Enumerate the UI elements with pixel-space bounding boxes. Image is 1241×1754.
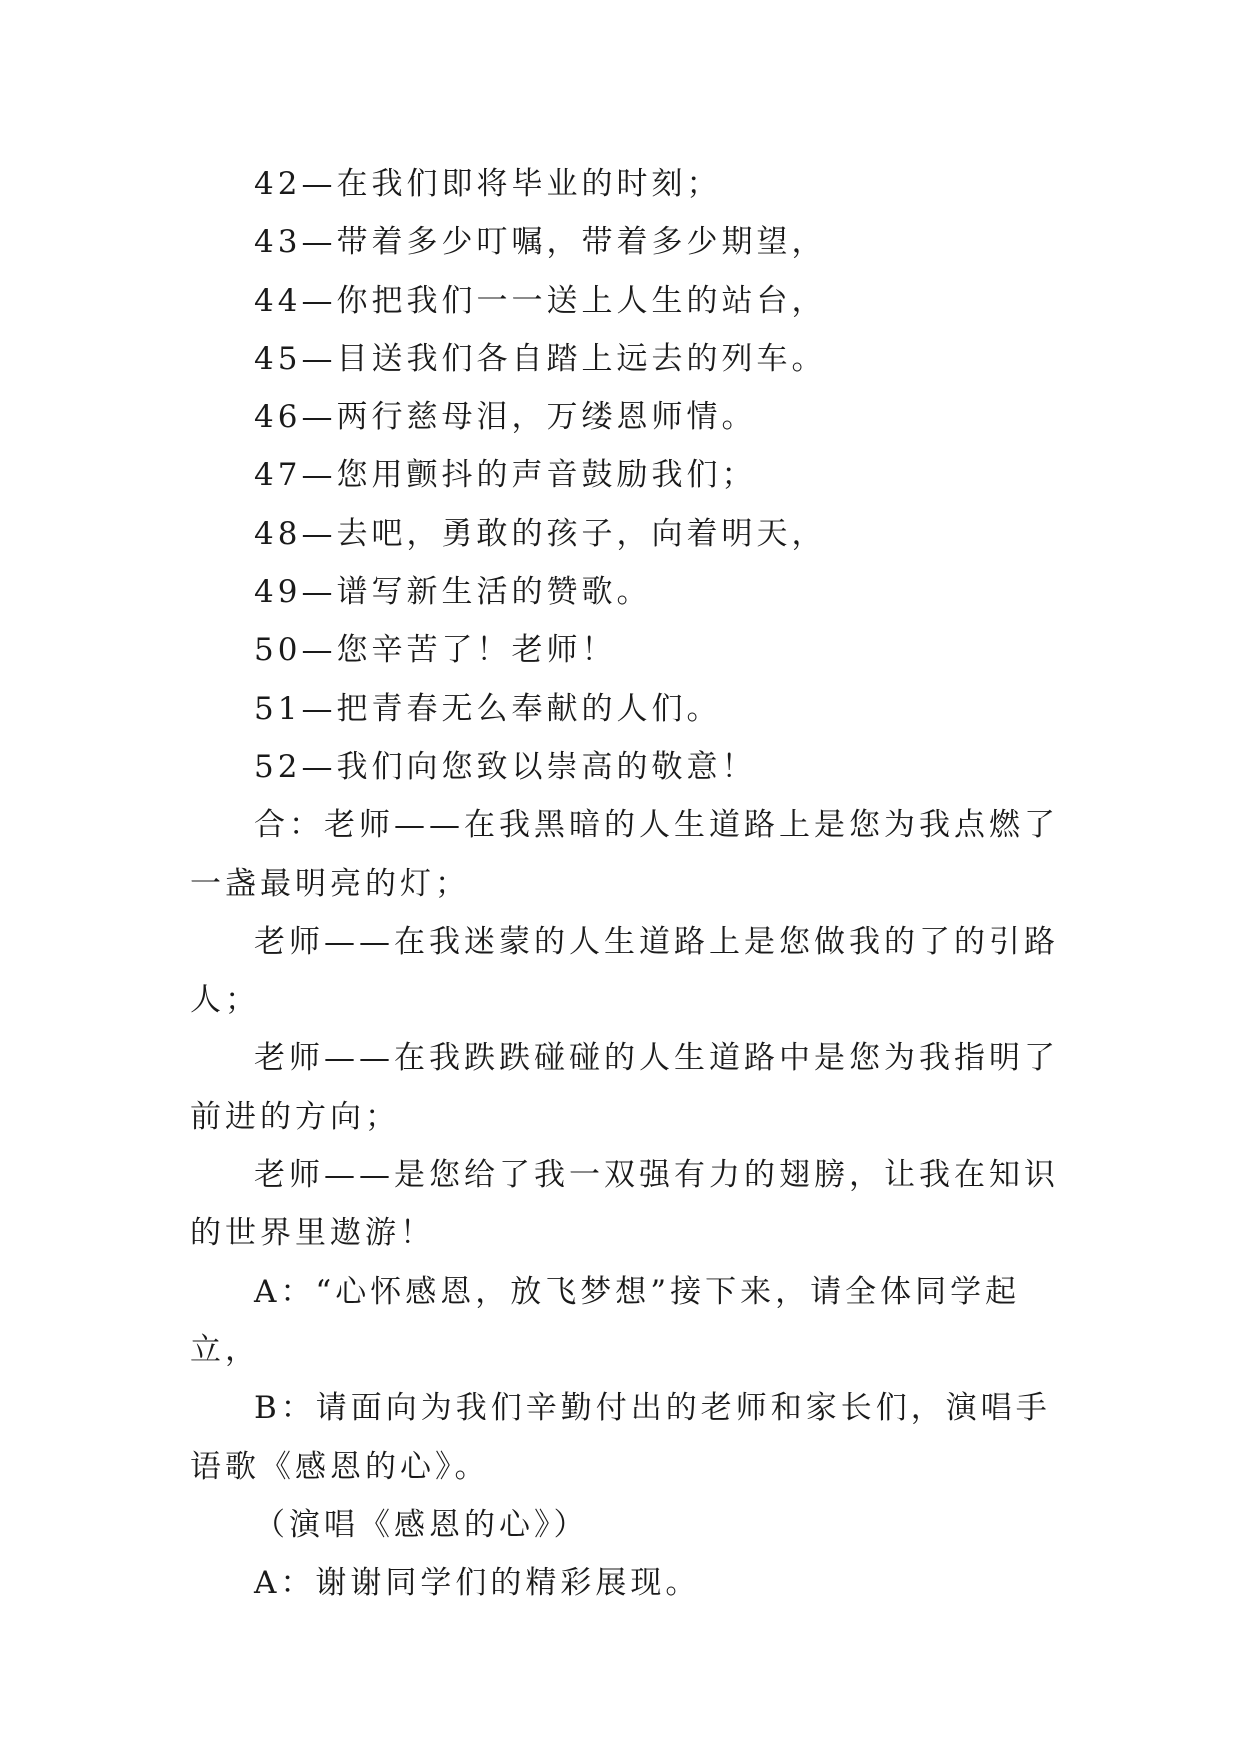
paragraph: 老师——是您给了我一双强有力的翅膀，让我在知识的世界里遨游！ [190, 1157, 1059, 1252]
text-line: 42—在我们即将毕业的时刻； [254, 166, 722, 202]
paragraph: 合：老师——在我黑暗的人生道路上是您为我点燃了一盏最明亮的灯； [190, 807, 1059, 902]
text-line: 50—您辛苦了！老师！ [254, 632, 617, 669]
document-body [190, 155, 1070, 1612]
text-line: 45—目送我们各自踏上远去的列车。 [254, 340, 827, 377]
paragraph: A：谢谢同学们的精彩展现。 [254, 1565, 701, 1602]
text-line: 51—把青春无么奉献的人们。 [254, 690, 722, 727]
paragraph: 老师——在我迷蒙的人生道路上是您做我的了的引路人； [190, 923, 1059, 1019]
paragraph: （演唱《感恩的心》） [254, 1506, 589, 1543]
text-line: 43—带着多少叮嘱，带着多少期望， [254, 224, 827, 261]
text-line: 46—两行慈母泪，万缕恩师情。 [254, 399, 757, 436]
paragraph: 老师——在我跌跌碰碰的人生道路中是您为我指明了前进的方向； [190, 1040, 1059, 1135]
text-line: 48—去吧，勇敢的孩子，向着明天， [254, 515, 827, 552]
paragraph: B：请面向为我们辛勤付出的老师和家长们，演唱手语歌《感恩的心》。 [190, 1390, 1051, 1485]
text-line: 52—我们向您致以崇高的敬意！ [254, 748, 757, 785]
text-line: 44—你把我们一一送上人生的站台， [254, 282, 827, 319]
text-line: 49—谱写新生活的赞歌。 [254, 574, 652, 611]
paragraph: A：“心怀感恩，放飞梦想”接下来，请全体同学起立， [190, 1273, 1021, 1368]
text-line: 47—您用颤抖的声音鼓励我们； [254, 457, 757, 494]
